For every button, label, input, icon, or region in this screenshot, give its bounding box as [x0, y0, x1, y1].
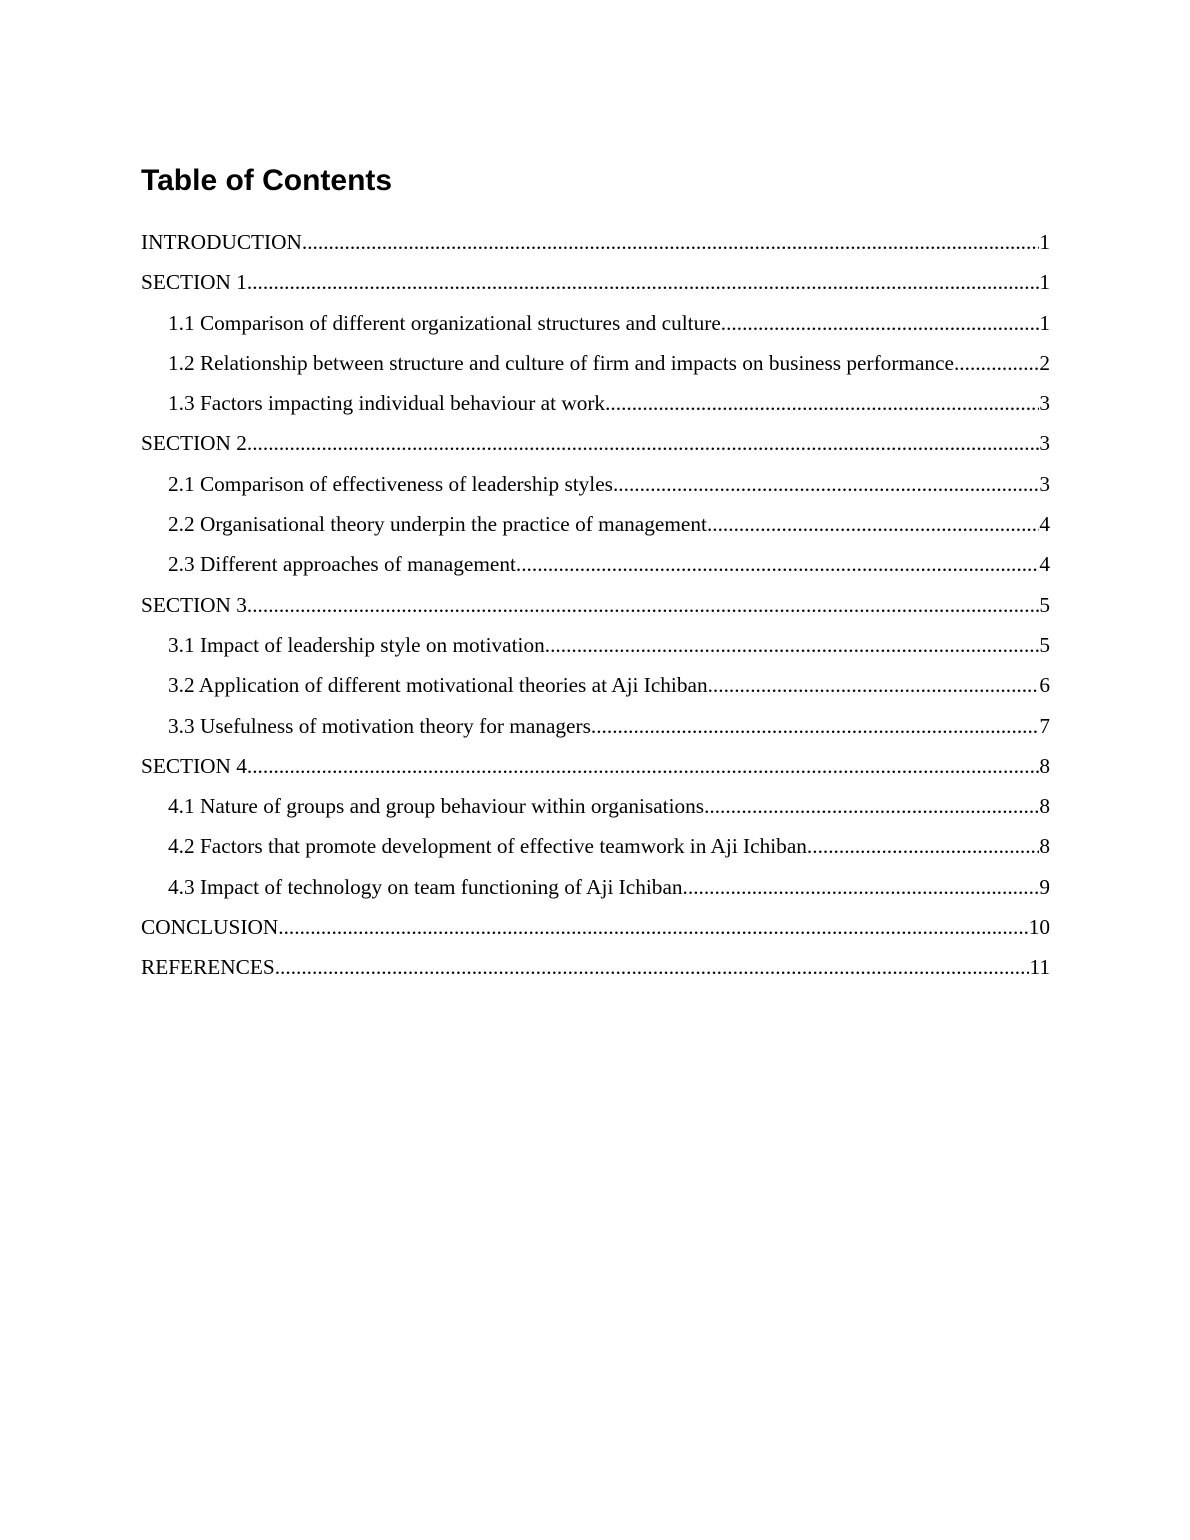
- toc-page-number[interactable]: 8: [1039, 794, 1050, 819]
- toc-page-number[interactable]: 5: [1039, 632, 1050, 657]
- toc-entry[interactable]: [141, 544, 1050, 584]
- toc-page-number[interactable]: 10: [1028, 915, 1050, 940]
- toc-entry[interactable]: [141, 867, 1050, 907]
- toc-entry[interactable]: [141, 826, 1050, 866]
- toc-dot-leader: [247, 423, 1039, 463]
- toc-entry-label[interactable]: 3.1 Impact of leadership style on motivation: [168, 632, 545, 657]
- toc-entry[interactable]: [141, 625, 1050, 665]
- toc-page-number[interactable]: 2: [1039, 350, 1050, 375]
- toc-entry[interactable]: [141, 464, 1050, 504]
- toc-dot-leader: [683, 867, 1040, 907]
- toc-entry-label[interactable]: 2.3 Different approaches of management: [168, 552, 516, 577]
- toc-entry-label[interactable]: INTRODUCTION: [141, 230, 302, 254]
- toc-dot-leader: [708, 665, 1040, 705]
- toc-page-number[interactable]: 1: [1039, 230, 1050, 254]
- toc-page-number[interactable]: 6: [1039, 673, 1050, 698]
- toc-page-number[interactable]: 3: [1039, 431, 1050, 456]
- toc-entry[interactable]: [141, 343, 1050, 383]
- toc-entry-label[interactable]: 1.1 Comparison of different organizational structures and culture: [168, 310, 721, 335]
- toc-page-number[interactable]: 8: [1039, 834, 1050, 859]
- toc-entry[interactable]: [141, 786, 1050, 826]
- toc-entry-label[interactable]: 3.3 Usefulness of motivation theory for managers: [168, 713, 591, 738]
- toc-entry[interactable]: [141, 665, 1050, 705]
- toc-dot-leader: [807, 826, 1039, 866]
- toc-entry[interactable]: [141, 947, 1050, 987]
- toc-entry[interactable]: [141, 907, 1050, 947]
- toc-dot-leader: [605, 383, 1039, 423]
- toc-entry[interactable]: [141, 423, 1050, 463]
- toc-dot-leader: [247, 262, 1039, 302]
- toc-entry[interactable]: [141, 303, 1050, 343]
- toc-dot-leader: [721, 303, 1040, 343]
- toc-page-number[interactable]: 1: [1039, 270, 1050, 295]
- toc-page-number[interactable]: 11: [1029, 955, 1050, 980]
- toc-dot-leader: [591, 706, 1039, 746]
- toc-page-number[interactable]: 4: [1039, 552, 1050, 577]
- toc-entry-label[interactable]: REFERENCES: [141, 955, 275, 980]
- toc-entry-label[interactable]: 1.2 Relationship between structure and culture of firm and impacts on business performance: [168, 350, 954, 375]
- toc-page-number[interactable]: 3: [1039, 471, 1050, 496]
- toc-dot-leader: [302, 222, 1039, 262]
- toc-entry-label[interactable]: SECTION 1: [141, 270, 247, 295]
- toc-entry[interactable]: [141, 706, 1050, 746]
- toc-entry-label[interactable]: SECTION 4: [141, 753, 247, 778]
- toc-title: Table of Contents: [141, 164, 393, 197]
- toc-entry-label[interactable]: 2.1 Comparison of effectiveness of leadership styles: [168, 471, 613, 496]
- toc-dot-leader: [707, 504, 1039, 544]
- toc-dot-leader: [613, 464, 1039, 504]
- table-of-contents: [141, 222, 1050, 988]
- toc-dot-leader: [275, 947, 1030, 987]
- toc-entry[interactable]: [141, 746, 1050, 786]
- toc-dot-leader: [704, 786, 1039, 826]
- toc-page-number[interactable]: 5: [1039, 592, 1050, 617]
- toc-dot-leader: [247, 746, 1039, 786]
- toc-entry-label[interactable]: 4.1 Nature of groups and group behaviour within organisations: [168, 794, 705, 819]
- toc-page-number[interactable]: 7: [1039, 713, 1050, 738]
- toc-page-number[interactable]: 9: [1039, 874, 1050, 899]
- toc-entry[interactable]: [141, 222, 1050, 262]
- toc-page-number[interactable]: 3: [1039, 391, 1050, 416]
- toc-page-number[interactable]: 1: [1039, 310, 1050, 335]
- toc-entry[interactable]: [141, 585, 1050, 625]
- toc-dot-leader: [247, 585, 1039, 625]
- toc-dot-leader: [516, 544, 1039, 584]
- toc-entry-label[interactable]: SECTION 3: [141, 592, 247, 617]
- toc-dot-leader: [278, 907, 1028, 947]
- toc-page-number[interactable]: 8: [1039, 753, 1050, 778]
- toc-dot-leader: [545, 625, 1040, 665]
- toc-dot-leader: [954, 343, 1039, 383]
- toc-entry-label[interactable]: 4.3 Impact of technology on team functioning of Aji Ichiban: [168, 874, 683, 899]
- toc-entry-label[interactable]: 4.2 Factors that promote development of effective teamwork in Aji Ichiban: [168, 834, 807, 859]
- toc-page-number[interactable]: 4: [1039, 512, 1050, 537]
- toc-entry-label[interactable]: SECTION 2: [141, 431, 247, 456]
- toc-entry[interactable]: [141, 262, 1050, 302]
- toc-entry-label[interactable]: CONCLUSION: [141, 915, 279, 940]
- toc-entry-label[interactable]: 3.2 Application of different motivational theories at Aji Ichiban: [168, 673, 708, 698]
- toc-entry[interactable]: [141, 383, 1050, 423]
- toc-entry[interactable]: [141, 504, 1050, 544]
- toc-entry-label[interactable]: 1.3 Factors impacting individual behaviour at work: [168, 391, 606, 416]
- toc-entry-label[interactable]: 2.2 Organisational theory underpin the practice of management: [168, 512, 707, 537]
